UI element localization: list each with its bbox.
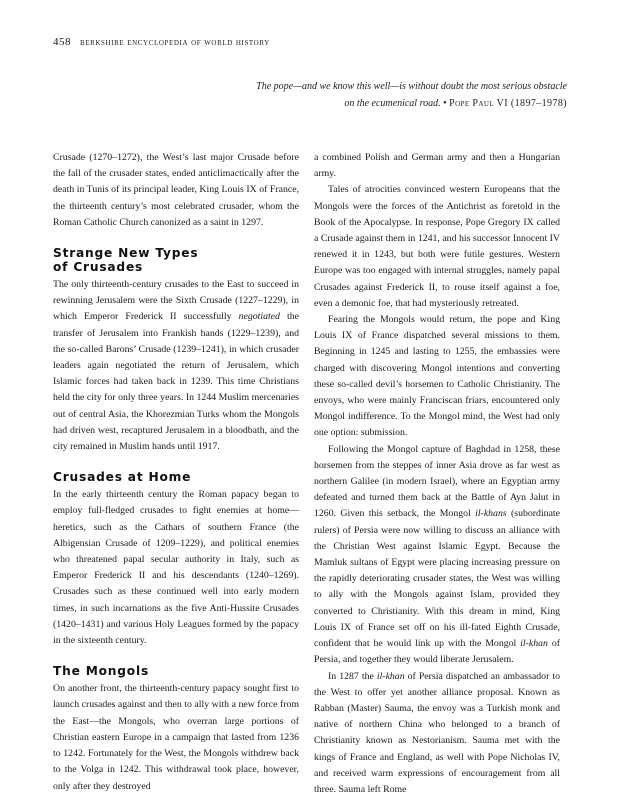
section-heading-crusades-at-home: Crusades at Home — [53, 470, 192, 485]
text-run: Following the Mongol capture of Baghdad in 1258, these horsemen from the steppes of inner Asia drove as far west as northern Galilee (in modern Israel), where an Egyptian army defeated and turned them back at the Battle of Ayn Jalut in 1260. Given this setback, the Mongol — [314, 443, 560, 520]
text-run: (subordinate rulers) of Persia were now willing to discuss an alliance with the Christian West against Islamic Egypt. Because the Mamluk sultans of Egypt were placing increasing pressure on the rapidly deteriorating crusader states, the West was willing to ally with the Mongols against Islam, provided they converted to Christianity. With this dream in mind, King Louis IX of France set off on his ill-fated Eighth Crusade, confident that he would link up with the Mongol — [314, 508, 560, 650]
epigraph — [247, 78, 567, 112]
text-run: the transfer of Jerusalem into Frankish hands (1229–1239), and the so-called Barons’ Crusade (1239–1241), in which crusader leaders again negotiated the return of Jerusalem, which Islamic forces had taken back in 1239. This time Christians held the city for only three years. In 1244 Muslim mercenaries out of central Asia, the Khorezmian Turks whom the Mongols had driven west, recaptured Jerusalem in a bloodbath, and the city remained in Muslim hands until 1917. — [53, 311, 299, 453]
paragraph: On another front, the thirteenth-century papacy sought first to launch crusades against and then to ally with a new force from the East—the Mongols, who overran large portions of Christian eastern Europe in a campaign that lasted from 1236 to 1242. Fortunately for the West, the Mongols withdrew back to the Volga in 1242. This withdrawal took place, however, only after they destroyed — [53, 683, 299, 792]
section-heading-strange-new-types — [53, 246, 299, 274]
paragraph: Tales of atrocities convinced western Europeans that the Mongols were the forces of the Antichrist as foretold in the Book of the Apocalypse. In response, Pope Gregory IX called a Crusade against them in 1241, and his successor Innocent IV renewed it in 1243, but both were futile gestures. Western Europe was too engaged with internal struggles, namely papal Crusades against Frederick II, to rouse itself against a foe, even a demonic foe, that had mysteriously retreated. — [314, 184, 560, 309]
text-run: of Persia, and together they would liberate Jerusalem. — [314, 638, 560, 666]
running-head — [53, 36, 270, 48]
emphasis: il-khan — [376, 670, 405, 682]
paragraph — [53, 277, 299, 455]
emphasis: negotiated — [238, 311, 280, 323]
paragraph — [314, 669, 560, 799]
paragraph — [314, 442, 560, 669]
page-number: 458 — [53, 36, 71, 48]
epigraph-separator: • — [443, 98, 447, 109]
epigraph-quote: The pope—and we know this well—is without doubt the most serious obstacle on the ecumenical road. — [256, 81, 567, 109]
paragraph: In the early thirteenth century the Roman papacy began to employ full-fledged crusades to fight enemies at home—heretics, such as the Cathars of southern France (the Albigensian Crusade of 1209–1229), and political enemies who threatened papal secular authority in Italy, such as Emperor Frederick II and his descendants (1240–1269). Crusades such as these continued well into early modern times, in such incarnations as the five Anti-Hussite Crusades (1420–1431) and various Holy Leagues formed by the papacy in the sixteenth century. — [53, 489, 299, 647]
section-heading-the-mongols: The Mongols — [53, 664, 150, 679]
left-column — [53, 150, 299, 795]
heading-line: of Crusades — [53, 260, 144, 275]
emphasis: il-khans — [475, 508, 507, 520]
paragraph: Fearing the Mongols would return, the pope and King Louis IX of France dispatched several missions to them. Beginning in 1245 and lasting to 1255, the embassies were charged with discovering Mongol intentions and converting these so-called devil’s horsemen to Catholic Christianity. The envoys, who were mainly Franciscan friars, encountered only Mongol indifference. To the Mongol mind, the West had only one option: submission. — [314, 314, 560, 439]
paragraph: Crusade (1270–1272), the West’s last major Crusade before the fall of the crusader states, ended anticlimactically after the death in Tunis of its principal leader, King Louis IX of France, the thirteenth century’s most celebrated crusader, whom the Roman Catholic Church canonized as a saint in 1297. — [53, 152, 299, 228]
emphasis: il-khan — [520, 638, 548, 650]
heading-line: Strange New Types — [53, 246, 199, 261]
epigraph-attribution: Pope Paul VI (1897–1978) — [449, 98, 567, 109]
running-title: berkshire encyclopedia of world history — [79, 38, 270, 48]
right-column — [314, 150, 560, 798]
text-run: In 1287 the — [328, 670, 377, 682]
paragraph: a combined Polish and German army and then a Hungarian army. — [314, 152, 560, 180]
text-run: of Persia dispatched an ambassador to the West to offer yet another alliance proposal. Known as Rabban (Master) Sauma, the envoy was a Turkish monk and native of northern China who belonged to a branch of Christianity known as Nestorianism. Sauma met with the kings of France and England, as well with Pope Nicholas IV, and received warm expressions of encouragement from all three. Sauma left Rome — [314, 670, 560, 795]
text-run: The only thirteenth-century crusades to the East to succeed in rewinning Jerusalem were the Sixth Crusade (1227–1229), in which Emperor Frederick II successfully — [53, 279, 299, 323]
